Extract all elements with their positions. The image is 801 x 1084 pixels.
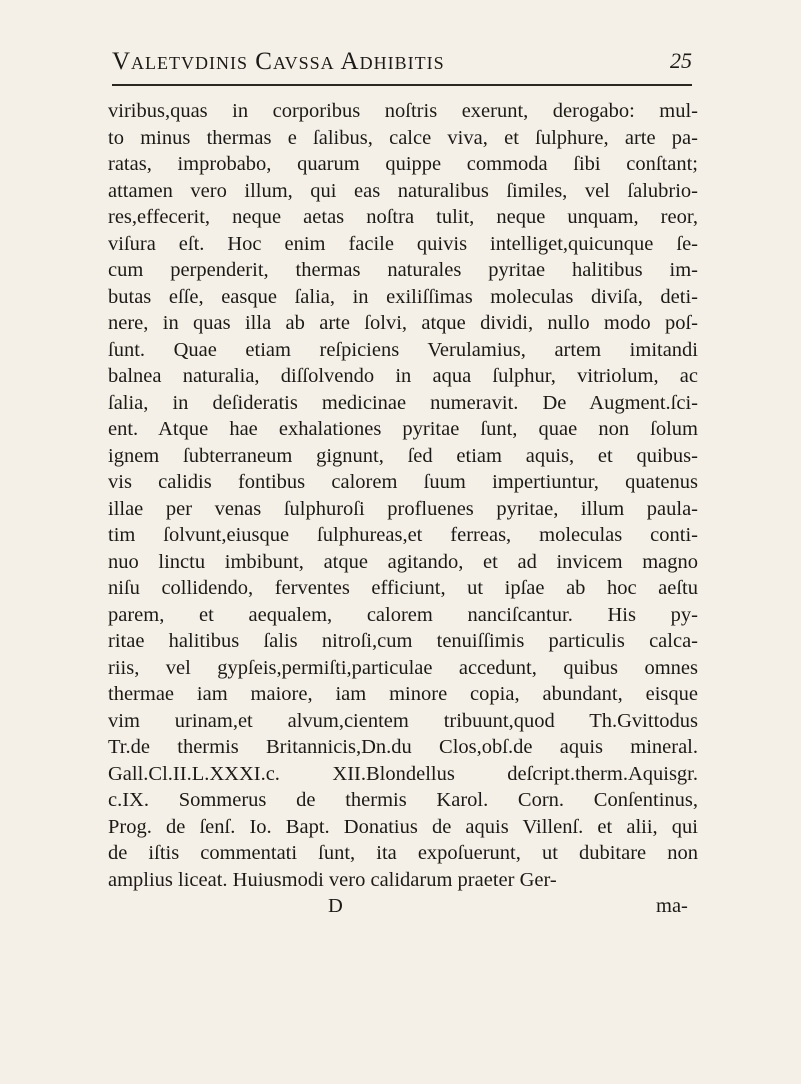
text-line: amplius liceat. Huiusmodi vero calidarum praeter Ger- <box>108 868 557 891</box>
text-line: to minus thermas e ſalibus, calce viva, et ſulphure, arte pa- <box>108 126 698 149</box>
text-line: ent. Atque hae exhalationes pyritae ſunt, quae non ſolum <box>108 418 698 440</box>
text-line: nuo linctu imbibunt, atque agitando, et ad invicem magno <box>108 550 698 573</box>
catchword: ma- <box>656 895 688 917</box>
text-line: balnea naturalia, diſſolvendo in aqua ſulphur, vitriolum, ac <box>108 365 698 387</box>
running-title: Valetvdinis Cavssa Adhibitis <box>112 48 445 75</box>
text-line: viſura eſt. Hoc enim facile quivis intelliget,quicunque ſe- <box>108 232 698 255</box>
text-line: ignem ſubterraneum gignunt, ſed etiam aquis, et quibus- <box>108 444 698 467</box>
text-line: ratas, improbabo, quarum quippe commoda ſibi conſtant; <box>108 153 698 175</box>
text-line: butas eſſe, easque ſalia, in exiliſſimas moleculas diviſa, deti- <box>108 285 698 308</box>
text-line: vim urinam,et alvum,cientem tribuunt,quod Th.Gvittodus <box>108 709 698 732</box>
text-line: nere, in quas illa ab arte ſolvi, atque dividi, nullo modo poſ- <box>108 312 698 334</box>
text-line: ſalia, in deſideratis medicinae numeravit. De Augment.ſci- <box>108 391 698 414</box>
text-line: res,effecerit, neque aetas noſtra tulit, neque unquam, reor, <box>108 206 698 228</box>
text-line: ritae halitibus ſalis nitroſi,cum tenuiſſimis particulis calca- <box>108 630 698 652</box>
text-line: illae per venas ſulphuroſi profluenes pyritae, illum paula- <box>108 497 698 520</box>
text-line: tim ſolvunt,eiusque ſulphureas,et ferreas, moleculas conti- <box>108 524 698 546</box>
text-line: viribus,quas in corporibus noſtris exerunt, derogabo: mul- <box>108 100 698 122</box>
text-line: Tr.de thermis Britannicis,Dn.du Clos,obſ.de aquis mineral. <box>108 736 698 758</box>
body-text <box>108 98 698 920</box>
text-line: attamen vero illum, qui eas naturalibus ſimiles, vel ſalubrio- <box>108 179 698 202</box>
text-line: ſunt. Quae etiam reſpiciens Verulamius, artem imitandi <box>108 338 698 361</box>
signature-mark: D <box>328 895 343 917</box>
text-line: cum perpenderit, thermas naturales pyritae halitibus im- <box>108 259 698 281</box>
text-line: thermae iam maiore, iam minore copia, abundant, eisque <box>108 683 698 705</box>
text-line: de iſtis commentati ſunt, ita expoſuerunt, ut dubitare non <box>108 842 698 864</box>
text-line: Gall.Cl.II.L.XXXI.c. XII.Blondellus deſcript.therm.Aquisgr. <box>108 762 698 785</box>
catch-line <box>108 893 698 920</box>
text-line: Prog. de ſenſ. Io. Bapt. Donatius de aquis Villenſ. et alii, qui <box>108 815 698 838</box>
text-line: vis calidis fontibus calorem ſuum impertiuntur, quatenus <box>108 471 698 493</box>
text-line: c.IX. Sommerus de thermis Karol. Corn. Conſentinus, <box>108 789 698 811</box>
text-line: riis, vel gypſeis,permiſti,particulae accedunt, quibus omnes <box>108 656 698 679</box>
header-rule <box>112 84 692 86</box>
running-head <box>112 48 692 88</box>
text-line: niſu collidendo, ferventes efficiunt, ut ipſae ab hoc aeſtu <box>108 577 698 599</box>
text-line: parem, et aequalem, calorem nanciſcantur. His py- <box>108 603 698 626</box>
page-number: 25 <box>670 48 692 73</box>
